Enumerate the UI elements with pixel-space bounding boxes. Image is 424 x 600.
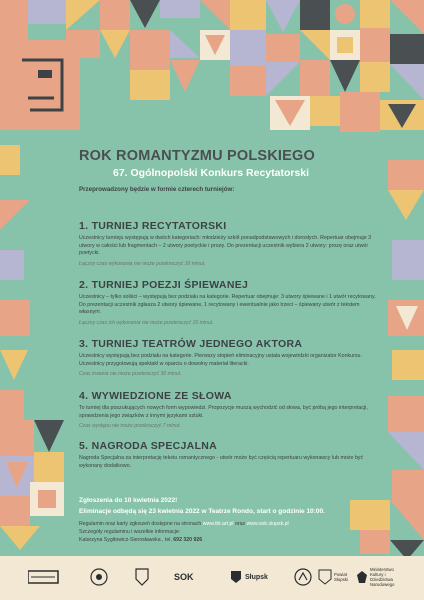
section-derived-from-word: [79, 390, 379, 431]
crest-logo: [134, 562, 150, 592]
tkt-logo: [90, 562, 108, 592]
section-note: Łączny czas ich wykonania nie może przekroczyć 10 minut.: [79, 319, 214, 326]
section-special-award: [79, 440, 379, 470]
horse-emblem-icon: [294, 568, 312, 586]
regulations-line: Regulamin oraz karty zgłoszeń dostępne na stronach www.tkt.art.pl oraz www.sok.slupsk.pl: [79, 521, 289, 527]
section-heading: 5. NAGRODA SPECJALNA: [79, 440, 218, 452]
contact-info: [79, 520, 289, 544]
sok-logo: SOK: [174, 572, 194, 582]
theatre-logo-icon: [28, 567, 68, 587]
page-subtitle: 67. Ogólnopolski Konkurs Recytatorski: [113, 167, 310, 179]
intro-text: Przeprowadzony będzie w formie czterech turniejów:: [79, 186, 235, 193]
section-body: Uczestnicy występują bez podziału na kategorie. Pierwszy stopień eliminacyjny ustala wojewódzki organizator Konkursu. Uczestnicy przygotowują spektakl w oparciu o dowolny materiał literacki.: [79, 353, 362, 367]
section-note: Czas trwania nie może przekroczyć 30 minut.: [79, 371, 182, 377]
section-heading: 2. TURNIEJ POEZJI ŚPIEWANEJ: [79, 279, 249, 291]
section-heading: 1. TURNIEJ RECYTATORSKI: [79, 220, 227, 232]
section-note: Łączny czas wykonania nie może przekroczyć 10 minut.: [79, 260, 206, 267]
registration-info: [79, 496, 325, 517]
eliminations-date: Eliminacje odbędą się 23 kwietnia 2022 w Teatrze Rondo, start o godzinie 10:00.: [79, 507, 325, 515]
section-heading: 3. TURNIEJ TEATRÓW JEDNEGO AKTORA: [79, 338, 303, 350]
section-recitation: [79, 220, 379, 268]
sok-link[interactable]: www.sok.slupsk.pl: [246, 521, 289, 527]
eagle-icon: [356, 570, 368, 584]
section-sung-poetry: [79, 279, 379, 327]
sponsor-logos: [22, 562, 402, 594]
section-body: To turniej dla poszukujących nowych form wypowiedzi. Propozycje muszą wychodzić od słowa, być próbą jego interpretacji, sprawdzenia jego związków z innymi językami sztuki.: [79, 405, 368, 419]
tkt-link[interactable]: www.tkt.art.pl: [202, 521, 234, 527]
slupsk-theatre-logo: [28, 562, 68, 592]
page-title: ROK ROMANTYZMU POLSKIEGO: [79, 148, 315, 164]
section-body: Uczestnicy turnieju występują w dwóch kategoriach: młodzieży szkół ponadpodstawowych i dorosłych. Repertuar obejmuje 3 utwory w całości lub fragmentach – 2 utwory poetyckie i prozę. Do prezentacji uczestnik wybiera 2 utwory: prozę oraz utwór poetycki.: [79, 235, 372, 256]
contact-phone: 692 320 926: [173, 537, 203, 543]
powiat-logo: Powiat Słupski: [318, 562, 358, 592]
details-line: Szczegóły regulaminu i wszelkie informacje:: [79, 529, 181, 535]
section-body: Nagroda Specjalna za interpretację tekstu romantycznego - utwór może być częścią repertuaru wykonawcy lub może być wykonany dodatkowo.: [79, 455, 364, 469]
tkt-emblem-icon: [90, 568, 108, 586]
section-one-actor-theatre: [79, 338, 379, 379]
section-note: Czas występu nie może przekroczyć 7 minut.: [79, 423, 181, 429]
registration-deadline: Zgłoszenia do 10 kwietnia 2022!: [79, 497, 178, 504]
contact-line: Katarzyna Sygitowicz-Sierosławska , tel. 692 320 926: [79, 537, 203, 543]
slupsk-city-logo: Słupsk: [230, 562, 268, 592]
section-body: Uczestnicy – tylko soliści – występują bez podziału na kategorie. Repertuar obejmuje: 3 utwory śpiewane i 1 utwór recytowany. Do prezentacji uczestnik zgłasza 2 utwory śpiewane, 1 recytowany i ewentualnie jako trzeci – śpiewany utwór z tekstem własnym.: [79, 294, 376, 315]
section-heading: 4. WYWIEDZIONE ZE SŁOWA: [79, 390, 232, 402]
city-crest-icon: [230, 570, 242, 584]
crest-icon: [134, 567, 150, 587]
circle-logo: [294, 562, 312, 592]
powiat-crest-icon: [318, 569, 332, 585]
ministry-logo: Ministerstwo Kultury i Dziedzictwa Narodowego: [356, 562, 404, 592]
